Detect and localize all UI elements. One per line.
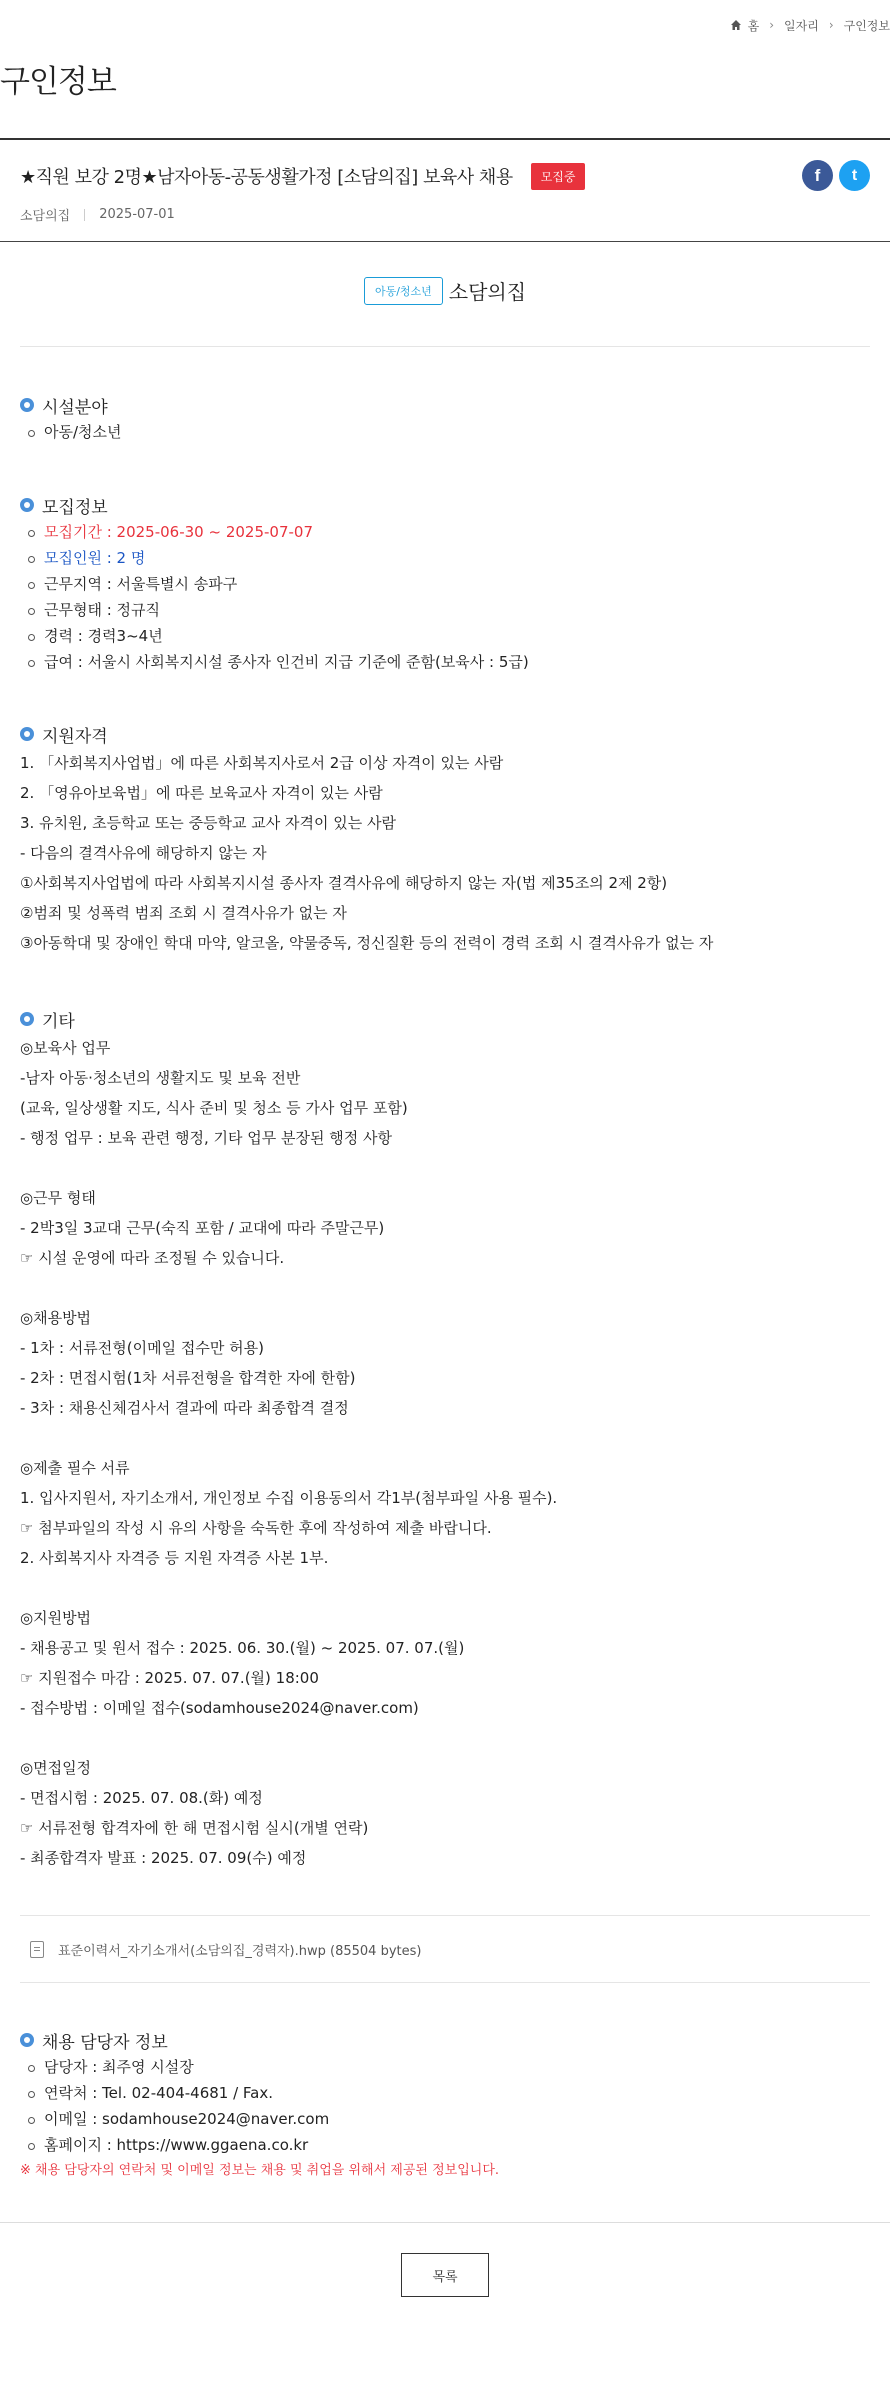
list-item: 근무형태 : 정규직 xyxy=(20,597,870,623)
list-item: 급여 : 서울시 사회복지시설 종사자 인건비 지급 기준에 준함(보육사 : 5급) xyxy=(20,649,870,675)
text-line: 3. 유치원, 초등학교 또는 중등학교 교사 자격이 있는 사람 xyxy=(20,814,397,832)
text-line: 2. 「영유아보육법」에 따른 보육교사 자격이 있는 사람 xyxy=(20,784,383,802)
text-line: - 행정 업무 : 보육 관련 행정, 기타 업무 분장된 행정 사항 xyxy=(20,1129,392,1147)
text-line: ☞ 지원접수 마감 : 2025. 07. 07.(월) 18:00 xyxy=(20,1669,319,1687)
divider xyxy=(20,1915,870,1916)
organization-name: 소담의집 xyxy=(448,280,527,304)
text-line: - 면접시험 : 2025. 07. 08.(화) 예정 xyxy=(20,1789,263,1807)
divider xyxy=(84,209,85,221)
breadcrumb xyxy=(730,16,890,34)
bullet-icon xyxy=(20,727,34,741)
text-line: - 채용공고 및 원서 접수 : 2025. 06. 30.(월) ~ 2025. 07. 07.(월) xyxy=(20,1639,465,1657)
text-line: ◎근무 형태 xyxy=(20,1189,96,1207)
breadcrumb-current[interactable]: 구인정보 xyxy=(843,18,890,33)
post-header xyxy=(20,160,870,192)
section-title: 기타 xyxy=(42,1011,75,1032)
text-line xyxy=(20,1573,870,1603)
text-line: ☞ 시설 운영에 따라 조정될 수 있습니다. xyxy=(20,1249,285,1267)
twitter-icon[interactable]: t xyxy=(839,160,870,191)
text-line: - 3차 : 채용신체검사서 결과에 따라 최종합격 결정 xyxy=(20,1399,349,1417)
text-line: ☞ 첨부파일의 작성 시 유의 사항을 숙독한 후에 작성하여 제출 바랍니다. xyxy=(20,1519,492,1537)
text-line: 1. 입사지원서, 자기소개서, 개인정보 수집 이용동의서 각1부(첨부파일 사용 필수). xyxy=(20,1489,558,1507)
list-item[interactable]: 홈페이지 : https://www.ggaena.co.kr xyxy=(20,2132,870,2158)
list-button[interactable]: 목록 xyxy=(401,2253,489,2297)
text-line: - 2차 : 면접시험(1차 서류전형을 합격한 자에 한함) xyxy=(20,1369,356,1387)
text-line: - 접수방법 : 이메일 접수(sodamhouse2024@naver.com) xyxy=(20,1699,419,1717)
page-title: 구인정보 xyxy=(0,64,116,100)
post-meta xyxy=(20,205,175,224)
section-etc xyxy=(20,1007,870,1873)
chevron-right-icon: › xyxy=(769,18,775,32)
list-item: 모집기간 : 2025-06-30 ~ 2025-07-07 xyxy=(20,519,870,545)
list-item: 아동/청소년 xyxy=(20,419,870,445)
file-icon xyxy=(30,1941,44,1958)
text-line: ③아동학대 및 장애인 학대 마약, 알코올, 약물중독, 정신질환 등의 전력이 경력 조회 시 결격사유가 없는 자 xyxy=(20,934,714,952)
divider xyxy=(0,241,890,242)
text-line: - 2박3일 3교대 근무(숙직 포함 / 교대에 따라 주말근무) xyxy=(20,1219,385,1237)
attachment-link[interactable] xyxy=(30,1940,421,1959)
section-facility xyxy=(20,393,870,445)
post-title: ★직원 보강 2명★남자아동-공동생활가정 [소담의집] 보육사 채용 xyxy=(20,167,513,188)
divider xyxy=(20,346,870,347)
list-item: 모집인원 : 2 명 xyxy=(20,545,870,571)
text-line: 2. 사회복지사 자격증 등 지원 자격증 사본 1부. xyxy=(20,1549,329,1567)
list-item: 담당자 : 최주영 시설장 xyxy=(20,2054,870,2080)
text-line xyxy=(20,1723,870,1753)
text-line: ☞ 서류전형 합격자에 한 해 면접시험 실시(개별 연락) xyxy=(20,1819,369,1837)
bullet-icon xyxy=(20,498,34,512)
divider xyxy=(20,1982,870,1983)
divider xyxy=(0,2222,890,2223)
home-icon[interactable] xyxy=(730,19,742,31)
list-item[interactable]: 이메일 : sodamhouse2024@naver.com xyxy=(20,2106,870,2132)
text-line: ◎면접일정 xyxy=(20,1759,92,1777)
section-recruit-info xyxy=(20,493,870,675)
section-qualification xyxy=(20,722,870,958)
text-line: ◎채용방법 xyxy=(20,1309,92,1327)
bullet-icon xyxy=(20,1012,34,1026)
text-line: ①사회복지사업법에 따라 사회복지시설 종사자 결격사유에 해당하지 않는 자(법 제35조의 2제 2항) xyxy=(20,874,668,892)
text-line xyxy=(20,1423,870,1453)
status-badge: 모집중 xyxy=(531,163,586,190)
chevron-right-icon: › xyxy=(828,18,834,32)
text-line: 1. 「사회복지사업법」에 따른 사회복지사로서 2급 이상 자격이 있는 사람 xyxy=(20,754,504,772)
post-date: 2025-07-01 xyxy=(99,207,175,222)
text-line: - 최종합격자 발표 : 2025. 07. 09(수) 예정 xyxy=(20,1849,307,1867)
divider xyxy=(0,138,890,140)
category-tag: 아동/청소년 xyxy=(364,277,443,305)
text-line xyxy=(20,1153,870,1183)
breadcrumb-home[interactable]: 홈 xyxy=(747,18,760,33)
list-item: 경력 : 경력3~4년 xyxy=(20,623,870,649)
section-title: 지원자격 xyxy=(42,726,108,747)
breadcrumb-jobs[interactable]: 일자리 xyxy=(784,18,819,33)
section-contact xyxy=(20,2028,870,2184)
bullet-icon xyxy=(20,398,34,412)
bullet-icon xyxy=(20,2033,34,2047)
contact-notice: ※ 채용 담당자의 연락처 및 이메일 정보는 채용 및 취업을 위해서 제공된 정보입니다. xyxy=(20,2163,500,2178)
facebook-icon[interactable]: f xyxy=(802,160,833,191)
text-line: -남자 아동·청소년의 생활지도 및 보육 전반 xyxy=(20,1069,301,1087)
section-title: 시설분야 xyxy=(42,397,108,418)
text-line: - 1차 : 서류전형(이메일 접수만 허용) xyxy=(20,1339,264,1357)
share-buttons xyxy=(802,160,870,191)
list-item: 근무지역 : 서울특별시 송파구 xyxy=(20,571,870,597)
organization xyxy=(0,276,890,305)
text-line: (교육, 일상생활 지도, 식사 준비 및 청소 등 가사 업무 포함) xyxy=(20,1099,408,1117)
text-line: ◎제출 필수 서류 xyxy=(20,1459,130,1477)
list-item: 연락처 : Tel. 02-404-4681 / Fax. xyxy=(20,2080,870,2106)
text-line: - 다음의 결격사유에 해당하지 않는 자 xyxy=(20,844,267,862)
section-title: 모집정보 xyxy=(42,497,108,518)
text-line: ◎보육사 업무 xyxy=(20,1039,111,1057)
attachment-filename[interactable]: 표준이력서_자기소개서(소담의집_경력자).hwp (85504 bytes) xyxy=(58,1944,422,1959)
post-author: 소담의집 xyxy=(20,209,71,224)
text-line xyxy=(20,1273,870,1303)
text-line: ②범죄 및 성폭력 범죄 조회 시 결격사유가 없는 자 xyxy=(20,904,347,922)
text-line: ◎지원방법 xyxy=(20,1609,92,1627)
section-title: 채용 담당자 정보 xyxy=(42,2032,168,2053)
